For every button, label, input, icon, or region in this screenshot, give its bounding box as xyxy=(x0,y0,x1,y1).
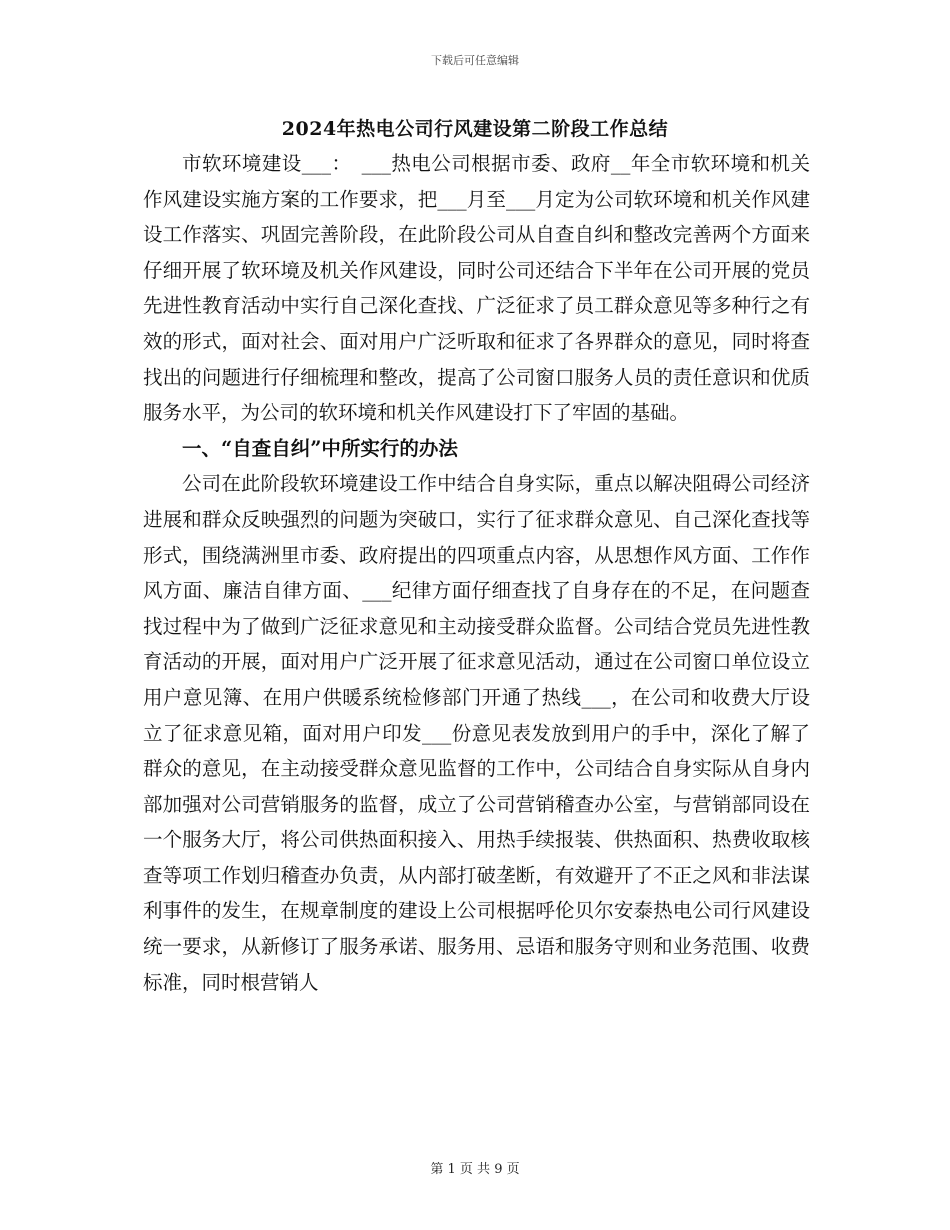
document-title: 2024年热电公司行风建设第二阶段工作总结 xyxy=(281,118,669,140)
page-number: 第 1 页 共 9 页 xyxy=(430,1162,520,1177)
intro-paragraph: 市软环境建设___： ___热电公司根据市委、政府__年全市软环境和机关作风建设实施方案的工作要求，把___月至___月定为公司软环境和机关作风建设工作落实、巩固完善阶段，在此阶段公司从自查自纠和整改完善两个方面来仔细开展了软环境及机关作风建设，同时公司还结合下半年在公司开展的党员先进性教育活动中实行自己深化查找、广泛征求了员工群众意见等多种行之有效的形式，面对社会、面对用户广泛听取和征求了各界群众的意见，同时将查找出的问题进行仔细梳理和整改，提高了公司窗口服务人员的责任意识和优质服务水平，为公司的软环境和机关作风建设打下了牢固的基础。 xyxy=(143,152,810,425)
section-paragraph: 公司在此阶段软环境建设工作中结合自身实际，重点以解决阻碍公司经济进展和群众反映强烈的问题为突破口，实行了征求群众意见、自己深化查找等形式，围绕满洲里市委、政府提出的四项重点内容，从思想作风方面、工作作风方面、廉洁自律方面、___纪律方面仔细查找了自身存在的不足，在问题查找过程中为了做到广泛征求意见和主动接受群众监督。公司结合党员先进性教育活动的开展，面对用户广泛开展了征求意见活动，通过在公司窗口单位设立用户意见簿、在用户供暖系统检修部门开通了热线___，在公司和收费大厅设立了征求意见箱，面对用户印发___份意见表发放到用户的手中，深化了解了群众的意见，在主动接受群众意见监督的工作中，公司结合自身实际从自身内部加强对公司营销服务的监督，成立了公司营销稽查办公室，与营销部同设在一个服务大厅，将公司供热面积接入、用热手续报装、供热面积、热费收取核查等项工作划归稽查办负责，从内部打破垄断，有效避开了不正之风和非法谋利事件的发生，在规章制度的建设上公司根据呼伦贝尔安泰热电公司行风建设统一要求，从新修订了服务承诺、服务用、忌语和服务守则和业务范围、收费标准，同时根营销人 xyxy=(143,472,810,994)
header-note: 下载后可任意编辑 xyxy=(431,54,519,67)
document-body xyxy=(143,146,810,1000)
section-heading: 一、“自查自纠”中所实行的办法 xyxy=(182,436,458,460)
